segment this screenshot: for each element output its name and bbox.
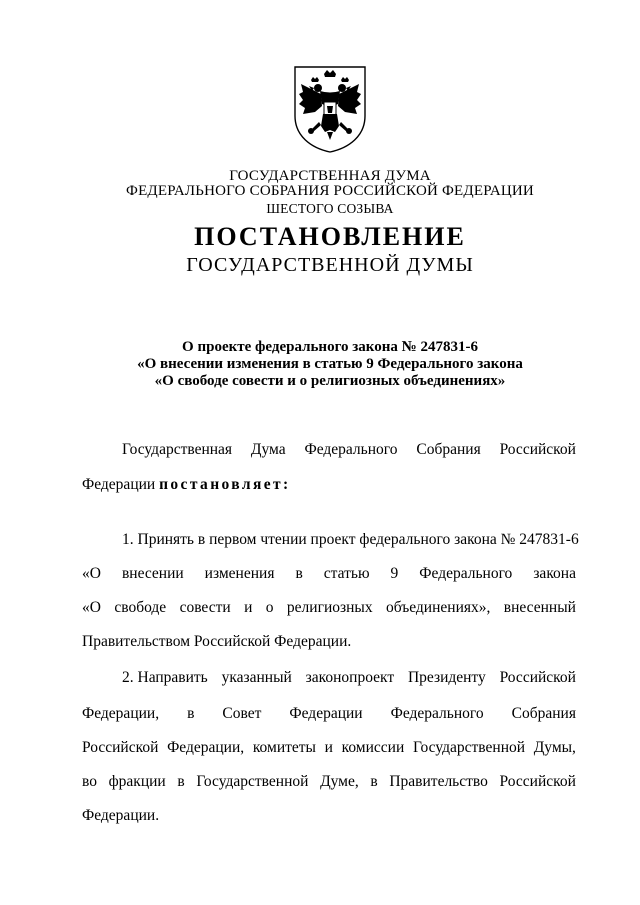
item2-line-5: Федерации. (82, 807, 160, 824)
word: Президенту (407, 669, 486, 686)
item1-line-3 (82, 598, 576, 618)
item2-line-4 (82, 772, 576, 792)
preamble-text: Федерации (82, 476, 160, 493)
word: «О (82, 565, 101, 582)
word: законопроект (305, 669, 395, 686)
word: фракции (108, 773, 166, 790)
item2-line-1 (122, 668, 576, 688)
word: во (82, 773, 97, 790)
word: Думе, (320, 773, 359, 790)
subject-line-3: «О свободе совести и о религиозных объединениях» (154, 373, 506, 389)
word: в (295, 565, 303, 582)
word: совести (179, 599, 231, 616)
document-subtitle: ГОСУДАРСТВЕННОЙ ДУМЫ (186, 254, 474, 276)
word: Собрания (511, 705, 576, 722)
item1-line-2 (82, 564, 576, 584)
word: Правительство (389, 773, 488, 790)
word: Федерации (289, 705, 363, 722)
word: свободе (114, 599, 167, 616)
coat-of-arms-emblem (291, 64, 369, 154)
word: Российской (82, 739, 159, 756)
word: указанный (221, 669, 292, 686)
word: Федерального (304, 441, 398, 458)
word: 2. Направить (122, 669, 208, 686)
word: Федерального (419, 565, 513, 582)
word: Федерального (390, 705, 484, 722)
word: Федерации, (82, 705, 160, 722)
word: закона (533, 565, 576, 582)
word: Российской (499, 773, 576, 790)
word: статью (323, 565, 370, 582)
word: Федерации, (167, 739, 245, 756)
preamble-line-1 (122, 440, 576, 460)
word: в (187, 705, 195, 722)
word: и (324, 739, 333, 756)
word: Государственной (196, 773, 309, 790)
word: Совет (222, 705, 262, 722)
double-headed-eagle-icon (291, 64, 369, 154)
word: Государственной (412, 739, 526, 756)
header-duma: ГОСУДАРСТВЕННАЯ ДУМА (229, 168, 431, 184)
word: Российской (499, 669, 576, 686)
item1-line-1: 1. Принять в первом чтении проект федерального закона № 247831-6 (122, 531, 579, 548)
subject-line-1: О проекте федерального закона № 247831-6 (182, 339, 478, 355)
word: и (244, 599, 253, 616)
word: Думы, (533, 739, 576, 756)
word: внесении (121, 565, 184, 582)
resolves-word: постановляет: (159, 476, 291, 493)
word: Государственная (122, 441, 233, 458)
word: Российской (499, 441, 576, 458)
word: Собрания (416, 441, 481, 458)
word: комиссии (341, 739, 405, 756)
subject-line-2: «О внесении изменения в статью 9 Федерального закона (137, 356, 523, 372)
preamble-line-2 (82, 475, 291, 495)
word: изменения (204, 565, 275, 582)
word: Дума (250, 441, 286, 458)
item2-line-3 (82, 738, 576, 758)
word: 9 (390, 565, 399, 582)
word: «О (82, 599, 101, 616)
word: внесенный (503, 599, 576, 616)
word: религиозных (286, 599, 373, 616)
header-convocation: ШЕСТОГО СОЗЫВА (266, 201, 394, 216)
word: комитеты (252, 739, 316, 756)
document-title: ПОСТАНОВЛЕНИЕ (194, 222, 466, 251)
header-federal-assembly: ФЕДЕРАЛЬНОГО СОБРАНИЯ РОССИЙСКОЙ ФЕДЕРАЦИИ (126, 183, 534, 199)
word: в (177, 773, 185, 790)
word: объединениях», (385, 599, 491, 616)
item1-line-4: Правительством Российской Федерации. (82, 633, 352, 650)
word: о (265, 599, 274, 616)
word: в (370, 773, 378, 790)
item2-line-2 (82, 704, 576, 724)
